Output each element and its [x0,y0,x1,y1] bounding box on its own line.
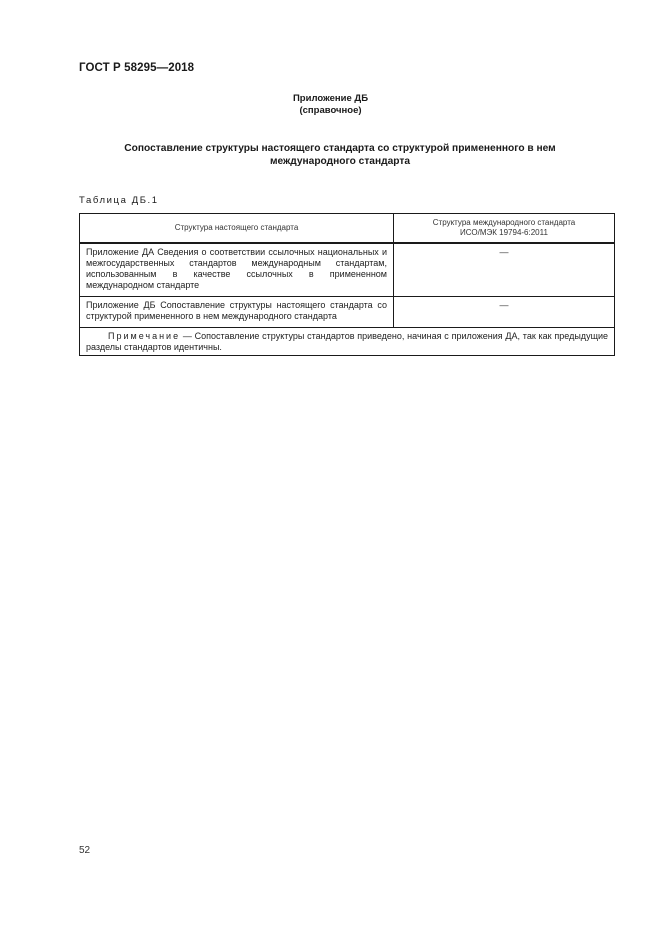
document-code: ГОСТ Р 58295—2018 [79,62,195,74]
cell-international-structure: — [394,297,615,328]
cell-international-structure: — [394,243,615,297]
note-text: — Сопоставление структуры стандартов приведено, начиная с приложения ДА, так как предыдущие разделы стандартов идентичны. [86,331,608,352]
appendix-status: (справочное) [299,105,362,116]
column-header-national [80,214,394,244]
table-note-row [80,328,615,356]
comparison-table [79,213,615,356]
cell-national-structure: Приложение ДБ Сопоставление структуры настоящего стандарта со структурой примененного в нем международного стандарта [80,297,394,328]
cell-national-structure: Приложение ДА Сведения о соответствии ссылочных национальных и межгосударственных стандартов международным стандартам, использованным в качестве ссылочных в примененном международном стандарте [80,243,394,297]
column-header-national-label: Структура настоящего стандарта [174,223,299,232]
table-row [80,297,615,328]
section-title-line2: международного стандарта [269,156,411,167]
table-note [80,328,615,356]
column-header-international [394,214,615,244]
column-header-international-line1: Структура международного стандарта [432,218,576,227]
appendix-heading [0,93,661,117]
table-caption: Таблица ДБ.1 [79,195,159,206]
section-title [90,142,590,168]
page-number: 52 [79,845,91,856]
note-label: Примечание [108,331,181,341]
appendix-title: Приложение ДБ [292,93,369,104]
column-header-international-line2: ИСО/МЭК 19794-6:2011 [460,228,548,237]
section-title-line1: Сопоставление структуры настоящего стандарта со структурой примененного в нем [124,143,556,154]
table-row [80,243,615,297]
table-header-row [80,214,615,244]
